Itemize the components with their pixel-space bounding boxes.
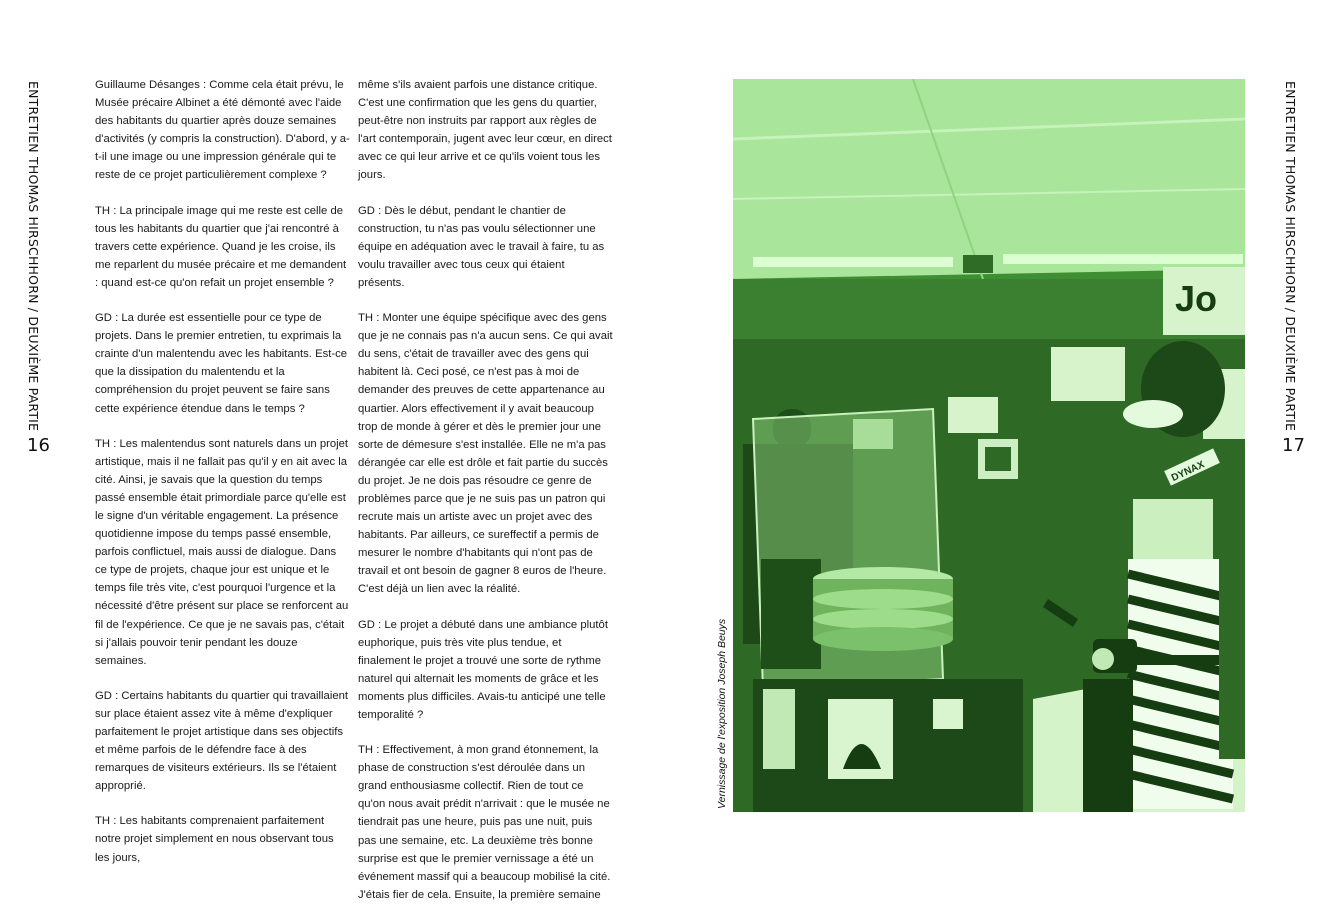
paragraph: GD : Certains habitants du quartier qui travaillaient sur place étaient assez vite à même d'expliquer parfaitement le projet artistique dans ses objectifs et même parfois de le défendre face à des remarques de visiteurs extérieurs. Ils se l'étaient approprié. — [95, 689, 349, 793]
camera-strap-label: DYNAX — [1169, 459, 1207, 484]
paragraph: TH : La principale image qui me reste est celle de tous les habitants du quartier que j'ai rencontré à travers cette expérience. Quand je les croise, ils me reparlent du musée précaire et me demandent : quand est-ce qu'on refait un projet ensemble ? — [95, 204, 347, 289]
running-head-left: ENTRETIEN THOMAS HIRSCHHORN / DEUXIÈME PARTIE — [26, 81, 41, 432]
paragraph: Guillaume Désanges : Comme cela était prévu, le Musée précaire Albinet a été démonté avec l'aide des habitants du quartier après douze semaines d'activités (y compris la construction). D'abord, y a-t-il une image ou une impression générale qui te reste de ce projet particulièrement complexe ? — [95, 79, 350, 182]
paragraph: TH : Les habitants comprenaient parfaitement notre projet simplement en nous observant tous les jours, — [95, 815, 334, 864]
sign-text: Jo — [1175, 278, 1218, 319]
paragraph: GD : Dès le début, pendant le chantier de construction, tu n'as pas voulu sélectionner une équipe en adéquation avec le travail à faire, tu as voulu travailler avec tous ceux qui étaient présents. — [358, 204, 605, 289]
paragraph: GD : Le projet a débuté dans une ambiance plutôt euphorique, puis très vite plus tendue, et finalement le projet a trouvé une sorte de rythme naturel qui alternait les moments de grâce et les moments plus difficiles. Avais-tu anticipé une telle temporalité ? — [358, 618, 608, 721]
page-number-left: 16 — [27, 435, 50, 456]
exhibition-photo — [733, 79, 1245, 812]
text-column-1 — [95, 76, 350, 884]
paragraph: TH : Les malentendus sont naturels dans un projet artistique, mais il ne fallait pas qu'il y en ait avec la cité. Ainsi, je savais que la question du temps passé ensemble était primordiale parce qu'elle est le signe d'un véritable engagement. La présence quotidienne impose du temps passé ensemble, parfois conflictuel, mais aussi de dialogue. Dans ce type de projets, chaque jour est unique et le temps file très vite, c'est pourquoi l'urgence et la nécessité d'être présent sur place se renforcent au fil de l'expérience. Ce que je ne savais pas, c'était si j'allais pouvoir tenir pendant les douze semaines. — [95, 437, 349, 667]
page-number-right: 17 — [1282, 435, 1305, 456]
text-column-2 — [358, 76, 613, 921]
running-head-right: ENTRETIEN THOMAS HIRSCHHORN / DEUXIÈME PARTIE — [1283, 81, 1298, 432]
paragraph: GD : La durée est essentielle pour ce type de projets. Dans le premier entretien, tu exprimais la crainte d'un malentendu avec les habitants. Est-ce que la dissipation du malentendu et la compréhension du projet peuvent se faire sans cette expérience étendue dans le temps ? — [95, 312, 348, 415]
photo-caption: Vernissage de l'exposition Joseph Beuys — [716, 618, 728, 809]
paragraph: TH : Effectivement, à mon grand étonnement, la phase de construction s'est déroulée dans un grand enthousiasme collectif. Rien de tout ce qu'on nous avait prédit n'arrivait : que le musée ne tiendrait pas une heure, puis pas une nuit, puis pas une semaine, etc. La deuxième très bonne surprise est que le premier vernissage a été un événement massif qui a beaucoup mobilisé la cité. J'étais fier de cela. Ensuite, la première semaine — [358, 744, 611, 901]
exhibition-photo-illustration — [733, 79, 1245, 812]
paragraph: TH : Monter une équipe spécifique avec des gens que je ne connais pas n'a aucun sens. Ce qui avait du sens, c'était de travailler avec des gens qui habitent là. Ceci posé, ce n'est pas à moi de demander des preuves de cette appartenance au quartier. Alors effectivement il y avait beaucoup trop de monde à gérer et dès le premier jour une sorte de démesure s'est installée. Elle ne m'a pas dérangée car elle est drôle et fait partie du succès du projet. Je ne dois pas résoudre ce genre de problèmes parce que je ne suis pas un patron qui recrute mais un artiste avec un projet avec des habitants. Par ailleurs, ce sureffectif a permis de mesurer le nombre d'habitants qui n'ont pas de travail et ont besoin de gagner 8 euros de l'heure. C'est déjà un lien avec la réalité. — [358, 312, 613, 596]
paragraph: même s'ils avaient parfois une distance critique. C'est une confirmation que les gens du quartier, peut-être non instruits par rapport aux règles de l'art contemporain, jugent avec leur cœur, en direct avec ce qui leur arrive et ce qu'ils voient tous les jours. — [358, 79, 612, 182]
